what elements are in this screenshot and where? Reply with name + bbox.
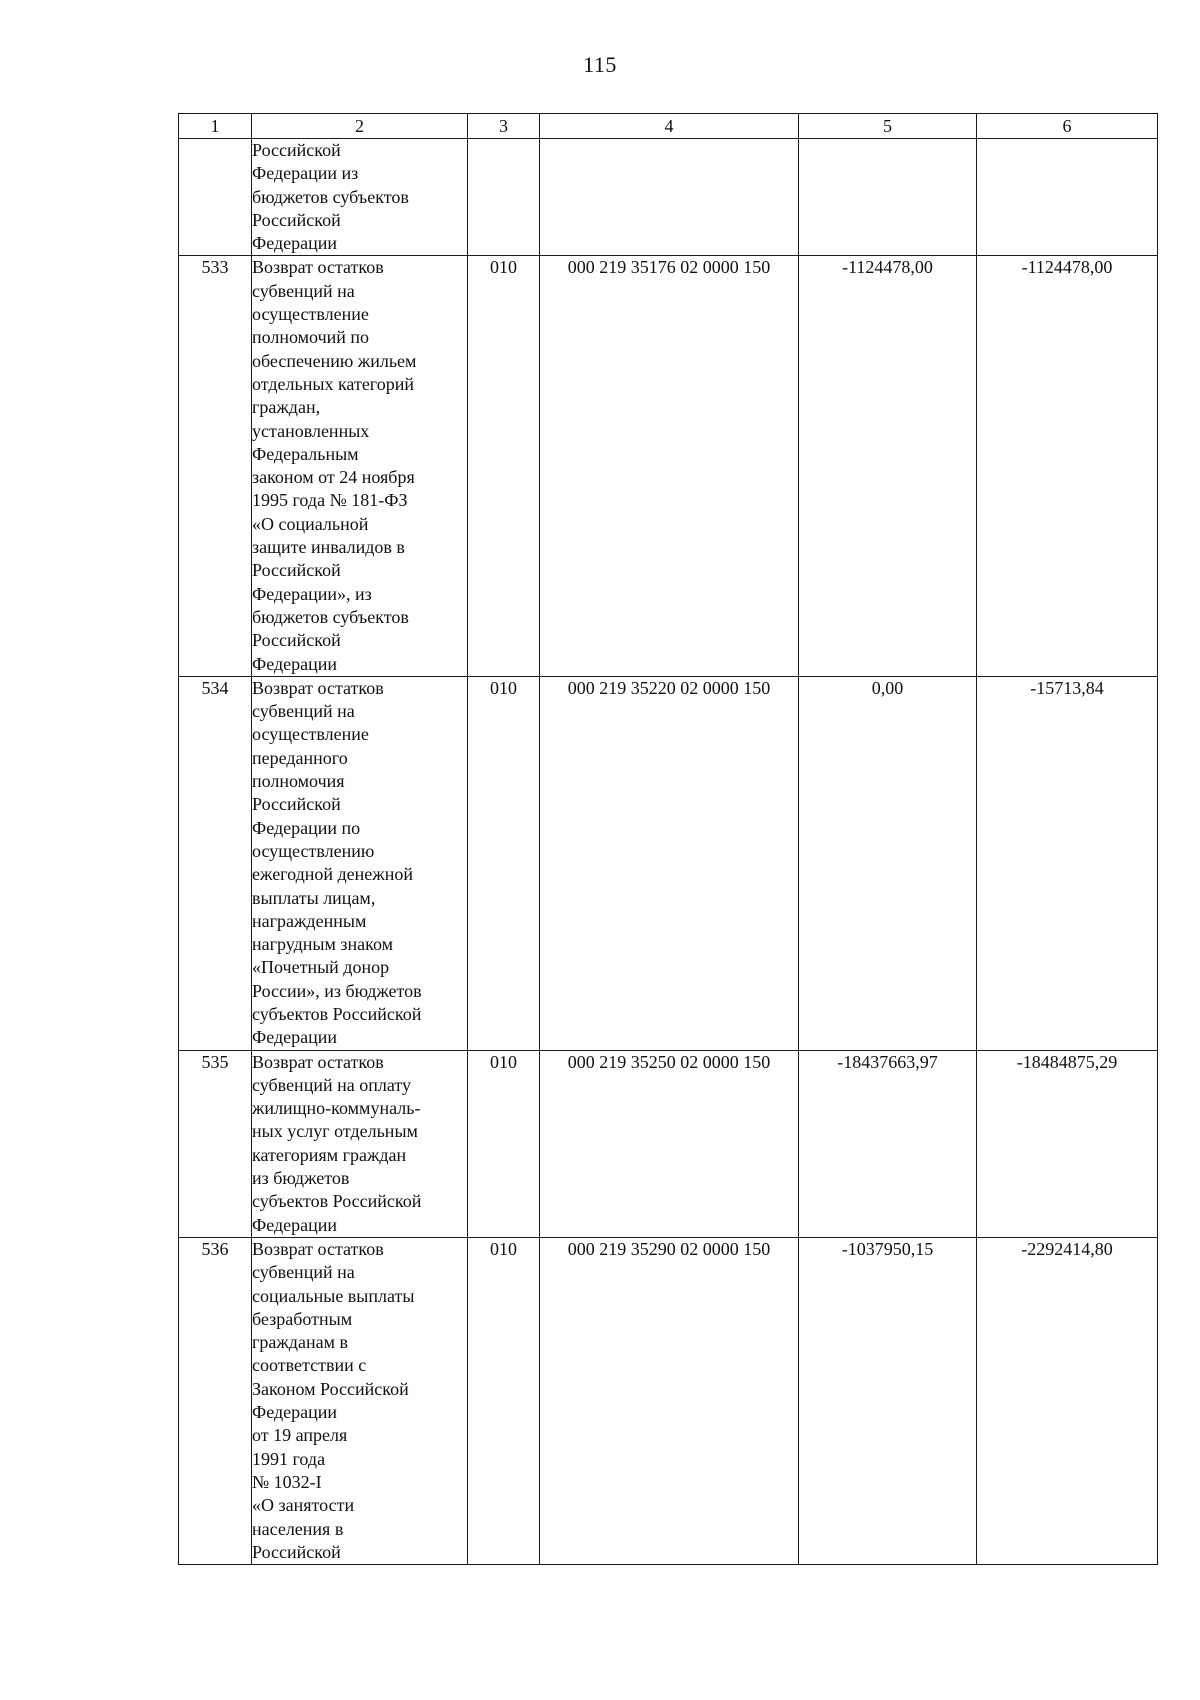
row-number xyxy=(179,139,252,256)
row-budget-classification-code: 000 219 35176 02 0000 150 xyxy=(540,256,799,676)
row-description: Возврат остатков субвенций на социальные выплаты безработным гражданам в соответствии с Законом Российской Федерации от 19 апреля 1991 года № 1032-I «О занятости населения в Российской xyxy=(252,1237,468,1564)
row-budget-classification-code: 000 219 35250 02 0000 150 xyxy=(540,1050,799,1237)
row-number: 536 xyxy=(179,1237,252,1564)
row-description: Российской Федерации из бюджетов субъектов Российской Федерации xyxy=(252,139,468,256)
row-code: 010 xyxy=(468,676,540,1050)
row-value-column-6: -15713,84 xyxy=(977,676,1158,1050)
row-budget-classification-code: 000 219 35220 02 0000 150 xyxy=(540,676,799,1050)
table-row xyxy=(179,676,1158,1050)
row-budget-classification-code: 000 219 35290 02 0000 150 xyxy=(540,1237,799,1564)
row-description: Возврат остатков субвенций на осуществление полномочий по обеспечению жильем отдельных категорий граждан, установленных Федеральным законом от 24 ноября 1995 года № 181-ФЗ «О социальной защите инвалидов в Российской Федерации», из бюджетов субъектов Российской Федерации xyxy=(252,256,468,676)
row-value-column-5: -1124478,00 xyxy=(799,256,977,676)
row-value-column-6 xyxy=(977,139,1158,256)
row-number: 534 xyxy=(179,676,252,1050)
column-header: 6 xyxy=(977,114,1158,139)
row-code: 010 xyxy=(468,1237,540,1564)
table-row xyxy=(179,1050,1158,1237)
row-number: 533 xyxy=(179,256,252,676)
row-description: Возврат остатков субвенций на оплату жилищно-коммуналь- ных услуг отдельным категориям граждан из бюджетов субъектов Российской Федерации xyxy=(252,1050,468,1237)
row-code xyxy=(468,139,540,256)
row-value-column-5: -18437663,97 xyxy=(799,1050,977,1237)
data-table xyxy=(178,113,1158,1565)
row-value-column-6: -2292414,80 xyxy=(977,1237,1158,1564)
page-number: 115 xyxy=(583,52,617,77)
row-value-column-5 xyxy=(799,139,977,256)
header-row xyxy=(179,114,1158,139)
row-budget-classification-code xyxy=(540,139,799,256)
table-row xyxy=(179,139,1158,256)
row-value-column-5: 0,00 xyxy=(799,676,977,1050)
table-row xyxy=(179,256,1158,676)
row-description: Возврат остатков субвенций на осуществление переданного полномочия Российской Федерации по осуществлению ежегодной денежной выплаты лицам, награжденным нагрудным знаком «Почетный донор России», из бюджетов субъектов Российской Федерации xyxy=(252,676,468,1050)
column-header: 5 xyxy=(799,114,977,139)
column-header: 1 xyxy=(179,114,252,139)
column-header: 4 xyxy=(540,114,799,139)
row-value-column-5: -1037950,15 xyxy=(799,1237,977,1564)
row-code: 010 xyxy=(468,256,540,676)
row-value-column-6: -18484875,29 xyxy=(977,1050,1158,1237)
row-value-column-6: -1124478,00 xyxy=(977,256,1158,676)
table-row xyxy=(179,1237,1158,1564)
column-header: 3 xyxy=(468,114,540,139)
row-code: 010 xyxy=(468,1050,540,1237)
column-header: 2 xyxy=(252,114,468,139)
row-number: 535 xyxy=(179,1050,252,1237)
